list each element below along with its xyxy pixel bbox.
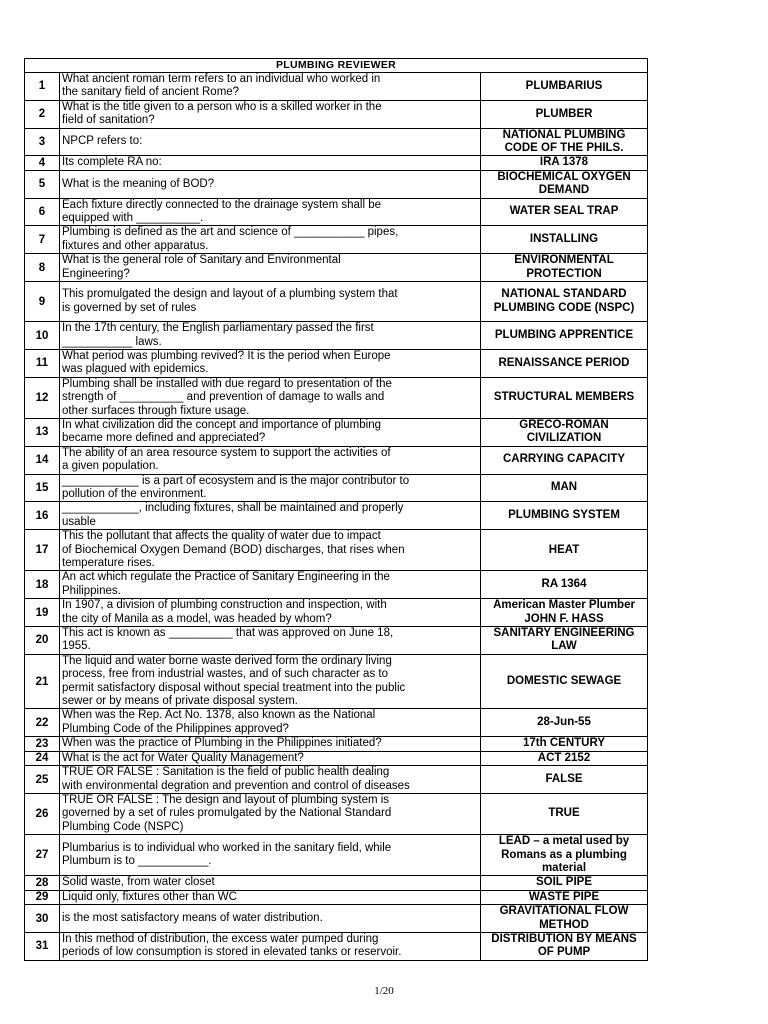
answer-cell xyxy=(481,905,648,933)
question-cell xyxy=(60,73,481,101)
answer-text: GRAVITATIONAL FLOW METHOD xyxy=(499,905,629,931)
question-cell xyxy=(60,876,481,890)
item-number: 10 xyxy=(25,322,60,350)
item-number: 31 xyxy=(25,932,60,960)
table-row xyxy=(25,905,648,933)
item-number: 9 xyxy=(25,282,60,322)
question-text: This promulgated the design and layout of a plumbing system that is governed by set of rules xyxy=(62,288,398,314)
answer-cell xyxy=(481,876,648,890)
item-number: 12 xyxy=(25,377,60,418)
question-text: TRUE OR FALSE : The design and layout of plumbing system is governed by a set of rules promulgated by the National Standard Plumbing Code (NSPC) xyxy=(62,793,392,833)
table-row xyxy=(25,766,648,794)
item-number: 30 xyxy=(25,905,60,933)
question-text: What is the general role of Sanitary and Environmental Engineering? xyxy=(62,254,341,280)
answer-cell xyxy=(481,349,648,377)
question-text: Plumbarius is to individual who worked in the sanitary field, while Plumbum is to ___________. xyxy=(62,841,392,868)
answer-cell xyxy=(481,835,648,876)
answer-text: PLUMBING SYSTEM xyxy=(508,509,620,522)
question-text: What is the act for Water Quality Management? xyxy=(62,751,304,764)
question-text: Its complete RA no: xyxy=(62,156,162,169)
question-text: ____________, including fixtures, shall be maintained and properly usable xyxy=(62,502,404,528)
answer-text: SOIL PIPE xyxy=(535,876,593,889)
question-cell xyxy=(60,377,481,418)
table-row xyxy=(25,100,648,128)
answer-text: IRA 1378 xyxy=(539,156,589,169)
item-number: 23 xyxy=(25,737,60,751)
table-row xyxy=(25,654,648,709)
answer-cell xyxy=(481,890,648,904)
table-row xyxy=(25,835,648,876)
answer-cell xyxy=(481,418,648,446)
question-cell xyxy=(60,654,481,709)
question-text: When was the practice of Plumbing in the Philippines initiated? xyxy=(62,737,382,750)
answer-text: American Master Plumber JOHN F. HASS xyxy=(493,599,635,625)
answer-text: NATIONAL STANDARD PLUMBING CODE (NSPC) xyxy=(493,288,635,314)
answer-cell xyxy=(481,128,648,156)
answer-text: BIOCHEMICAL OXYGEN DEMAND xyxy=(497,170,631,197)
item-number: 24 xyxy=(25,751,60,765)
answer-text: PLUMBER xyxy=(535,107,593,120)
answer-cell xyxy=(481,502,648,530)
question-cell xyxy=(60,627,481,655)
question-cell xyxy=(60,502,481,530)
question-cell xyxy=(60,170,481,198)
question-cell xyxy=(60,599,481,627)
item-number: 3 xyxy=(25,128,60,156)
item-number: 22 xyxy=(25,709,60,737)
answer-text: DISTRIBUTION BY MEANS OF PUMP xyxy=(491,932,637,959)
question-cell xyxy=(60,890,481,904)
answer-cell xyxy=(481,932,648,960)
page-number: 1/20 xyxy=(374,985,394,997)
table-row xyxy=(25,418,648,446)
question-text: What ancient roman term refers to an individual who worked in the sanitary field of ancient Rome? xyxy=(62,73,381,99)
answer-cell xyxy=(481,627,648,655)
question-text: The ability of an area resource system to support the activities of a given population. xyxy=(62,446,391,473)
answer-text: STRUCTURAL MEMBERS xyxy=(493,391,635,404)
answer-cell xyxy=(481,73,648,101)
item-number: 20 xyxy=(25,627,60,655)
answer-cell xyxy=(481,599,648,627)
item-number: 2 xyxy=(25,100,60,128)
item-number: 21 xyxy=(25,654,60,709)
answer-cell xyxy=(481,793,648,834)
answer-cell xyxy=(481,751,648,765)
item-number: 25 xyxy=(25,766,60,794)
question-text: What is the meaning of BOD? xyxy=(62,177,215,190)
table-row xyxy=(25,599,648,627)
question-cell xyxy=(60,737,481,751)
question-cell xyxy=(60,156,481,170)
question-cell xyxy=(60,100,481,128)
question-cell xyxy=(60,254,481,282)
answer-cell xyxy=(481,226,648,254)
item-number: 26 xyxy=(25,793,60,834)
answer-cell xyxy=(481,474,648,502)
question-text: Solid waste, from water closet xyxy=(62,876,215,889)
answer-text: LEAD – a metal used by Romans as a plumbing material xyxy=(498,835,630,874)
question-text: An act which regulate the Practice of Sanitary Engineering in the Philippines. xyxy=(62,571,390,597)
answer-text: 28-Jun-55 xyxy=(537,716,591,729)
table-row xyxy=(25,282,648,322)
table-row xyxy=(25,446,648,474)
question-cell xyxy=(60,322,481,350)
question-cell xyxy=(60,709,481,737)
table-row xyxy=(25,502,648,530)
question-cell xyxy=(60,766,481,794)
question-text: The liquid and water borne waste derived form the ordinary living process, free from industrial wastes, and of such character as to permit satisfactory disposal without special treatment into the public sewer or by means of private disposal system. xyxy=(62,654,406,708)
question-text: In the 17th century, the English parliamentary passed the first ___________ laws. xyxy=(62,322,374,348)
item-number: 19 xyxy=(25,599,60,627)
answer-text: SANITARY ENGINEERING LAW xyxy=(493,627,635,653)
answer-cell xyxy=(481,530,648,571)
answer-cell xyxy=(481,766,648,794)
question-cell xyxy=(60,474,481,502)
table-row xyxy=(25,571,648,599)
answer-text: NATIONAL PLUMBING CODE OF THE PHILS. xyxy=(502,128,626,155)
table-row xyxy=(25,254,648,282)
table-row xyxy=(25,793,648,834)
answer-text: RA 1364 xyxy=(541,578,587,591)
question-text: What is the title given to a person who is a skilled worker in the field of sanitation? xyxy=(62,100,382,127)
question-cell xyxy=(60,446,481,474)
table-row xyxy=(25,474,648,502)
item-number: 27 xyxy=(25,835,60,876)
item-number: 5 xyxy=(25,170,60,198)
item-number: 13 xyxy=(25,418,60,446)
table-row xyxy=(25,322,648,350)
table-row xyxy=(25,128,648,156)
answer-text: DOMESTIC SEWAGE xyxy=(506,674,622,687)
item-number: 7 xyxy=(25,226,60,254)
question-text: In what civilization did the concept and importance of plumbing became more defined and appreciated? xyxy=(62,418,381,445)
table-row xyxy=(25,377,648,418)
item-number: 1 xyxy=(25,73,60,101)
item-number: 14 xyxy=(25,446,60,474)
item-number: 4 xyxy=(25,156,60,170)
question-text: Liquid only, fixtures other than WC xyxy=(62,890,237,903)
question-cell xyxy=(60,198,481,226)
question-text: In this method of distribution, the excess water pumped during periods of low consumption is stored in elevated tanks or reservoir. xyxy=(62,932,402,959)
table-row xyxy=(25,156,648,170)
answer-cell xyxy=(481,737,648,751)
answer-cell xyxy=(481,446,648,474)
question-text: Plumbing shall be installed with due regard to presentation of the strength of __________ and prevention of damage to walls and other surfaces through fixture usage. xyxy=(62,377,392,417)
answer-text: RENAISSANCE PERIOD xyxy=(498,356,630,369)
item-number: 28 xyxy=(25,876,60,890)
answer-cell xyxy=(481,156,648,170)
question-text: When was the Rep. Act No. 1378, also known as the National Plumbing Code of the Philippines approved? xyxy=(62,709,376,735)
answer-text: MAN xyxy=(550,481,578,494)
table-row xyxy=(25,170,648,198)
answer-text: PLUMBING APPRENTICE xyxy=(494,328,634,341)
question-cell xyxy=(60,571,481,599)
question-text: TRUE OR FALSE : Sanitation is the field of public health dealing with environmental degration and prevention and control of diseases xyxy=(62,766,410,792)
question-cell xyxy=(60,932,481,960)
answer-cell xyxy=(481,322,648,350)
question-cell xyxy=(60,835,481,876)
answer-cell xyxy=(481,654,648,709)
answer-text: WASTE PIPE xyxy=(528,890,600,903)
question-cell xyxy=(60,905,481,933)
question-text: This act is known as __________ that was approved on June 18, 1955. xyxy=(62,627,394,653)
question-text: This the pollutant that affects the quality of water due to impact of Biochemical Oxygen Demand (BOD) discharges, that rises when temperature rises. xyxy=(62,530,405,569)
answer-text: ENVIRONMENTAL PROTECTION xyxy=(514,254,614,280)
answer-text: HEAT xyxy=(548,543,580,556)
table-row xyxy=(25,349,648,377)
answer-text: 17th CENTURY xyxy=(523,737,605,750)
item-number: 18 xyxy=(25,571,60,599)
question-cell xyxy=(60,128,481,156)
question-text: NPCP refers to: xyxy=(62,135,143,148)
table-row xyxy=(25,627,648,655)
question-cell xyxy=(60,793,481,834)
answer-text: ACT 2152 xyxy=(537,751,591,764)
question-cell xyxy=(60,418,481,446)
answer-text: TRUE xyxy=(548,807,580,820)
answer-cell xyxy=(481,571,648,599)
table-row xyxy=(25,876,648,890)
table-row xyxy=(25,932,648,960)
answer-cell xyxy=(481,170,648,198)
question-cell xyxy=(60,530,481,571)
question-cell xyxy=(60,349,481,377)
table-row xyxy=(25,890,648,904)
question-cell xyxy=(60,226,481,254)
question-cell xyxy=(60,751,481,765)
table-row xyxy=(25,226,648,254)
answer-text: GRECO-ROMAN CIVILIZATION xyxy=(519,418,609,445)
table-row xyxy=(25,73,648,101)
question-text: ____________ is a part of ecosystem and is the major contributor to pollution of the environment. xyxy=(62,474,410,500)
answer-text: FALSE xyxy=(545,772,583,785)
reviewer-table xyxy=(24,58,648,961)
answer-text: WATER SEAL TRAP xyxy=(509,205,619,218)
answer-cell xyxy=(481,198,648,226)
answer-cell xyxy=(481,282,648,322)
answer-text: PLUMBARIUS xyxy=(525,79,603,92)
item-number: 15 xyxy=(25,474,60,502)
question-text: Plumbing is defined as the art and science of ___________ pipes, fixtures and other apparatus. xyxy=(62,226,399,252)
table-title: PLUMBING REVIEWER xyxy=(25,59,648,73)
question-cell xyxy=(60,282,481,322)
answer-cell xyxy=(481,100,648,128)
table-row xyxy=(25,737,648,751)
table-row xyxy=(25,530,648,571)
answer-text: CARRYING CAPACITY xyxy=(502,453,626,466)
question-text: is the most satisfactory means of water distribution. xyxy=(62,911,323,924)
item-number: 6 xyxy=(25,198,60,226)
answer-text: INSTALLING xyxy=(529,233,599,246)
table-row xyxy=(25,709,648,737)
question-text: What period was plumbing revived? It is the period when Europe was plagued with epidemics. xyxy=(62,349,391,376)
item-number: 11 xyxy=(25,349,60,377)
item-number: 17 xyxy=(25,530,60,571)
answer-cell xyxy=(481,377,648,418)
table-row xyxy=(25,751,648,765)
answer-cell xyxy=(481,254,648,282)
question-text: Each fixture directly connected to the drainage system shall be equipped with __________. xyxy=(62,198,381,225)
item-number: 29 xyxy=(25,890,60,904)
table-row xyxy=(25,198,648,226)
answer-cell xyxy=(481,709,648,737)
question-text: In 1907, a division of plumbing construction and inspection, with the city of Manila as a model, was headed by whom? xyxy=(62,599,387,625)
item-number: 16 xyxy=(25,502,60,530)
item-number: 8 xyxy=(25,254,60,282)
